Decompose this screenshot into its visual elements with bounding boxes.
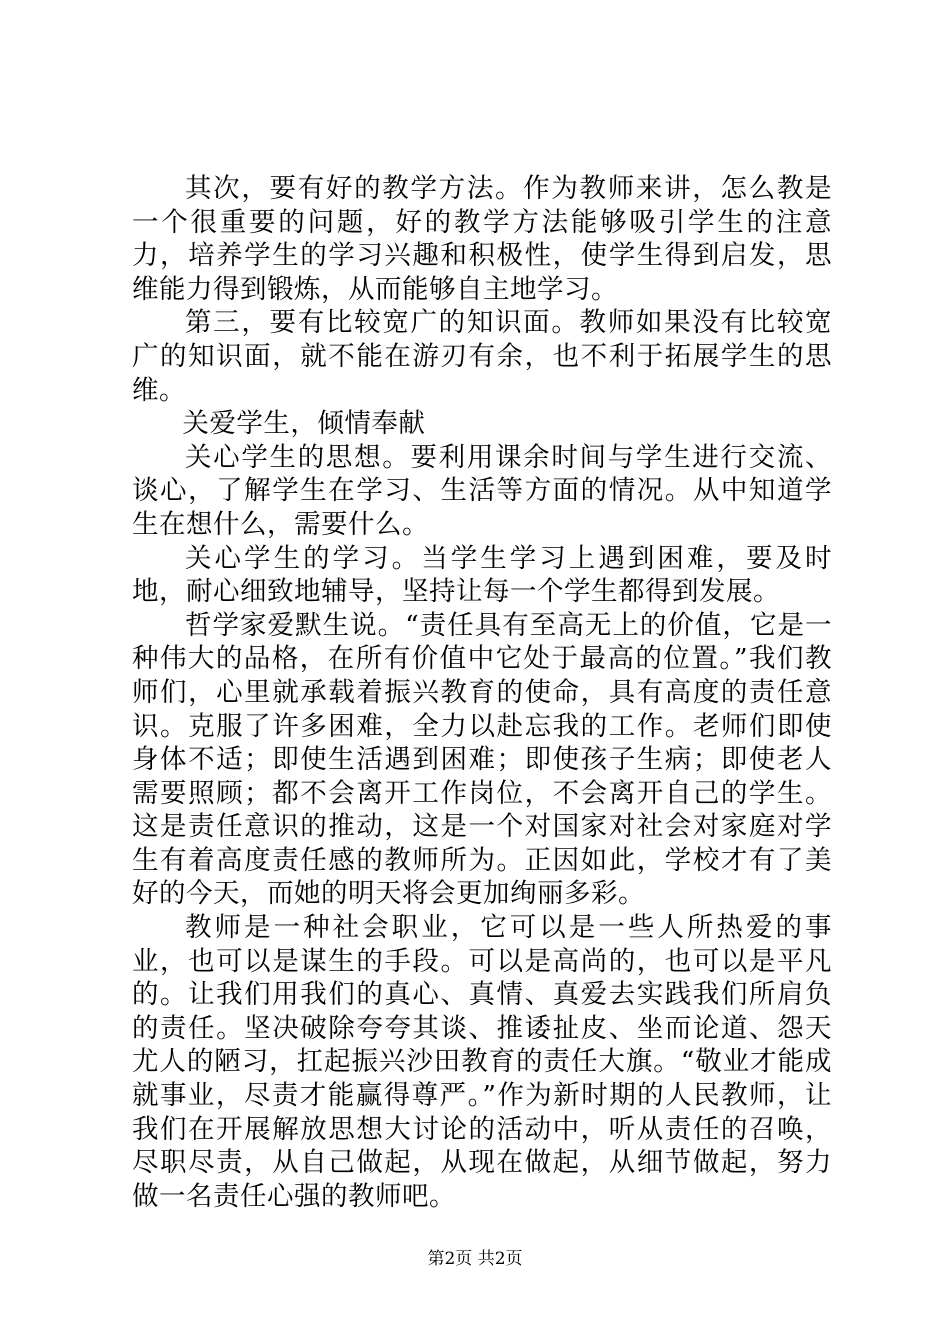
- section-heading-care-students: 关爱学生，倾情奉献: [182, 408, 426, 440]
- paragraph-knowledge: 第三，要有比较宽广的知识面。教师如果没有比较宽广的知识面，就不能在游刃有余，也不利于拓展学生的思维。: [132, 307, 832, 406]
- paragraph-emerson-quote: 哲学家爱默生说。“责任具有至高无上的价值，它是一种伟大的品格，在所有价值中它处于最高的位置。”我们教师们，心里就承载着振兴教育的使命，具有高度的责任意识。克服了许多困难，全力以赴忘我的工作。老师们即使身体不适；即使生活遇到困难；即使孩子生病；即使老人需要照顾；都不会离开工作岗位，不会离开自己的学生。这是责任意识的推动，这是一个对国家对社会对家庭对学生有着高度责任感的教师所为。正因如此，学校才有了美好的今天，而她的明天将会更加绚丽多彩。: [132, 609, 832, 910]
- paragraph-care-study: 关心学生的学习。当学生学习上遇到困难，要及时地，耐心细致地辅导，坚持让每一个学生都得到发展。: [132, 542, 832, 608]
- document-body: [132, 172, 832, 1213]
- paragraph-teaching-method: 其次，要有好的教学方法。作为教师来讲，怎么教是一个很重要的问题，好的教学方法能够吸引学生的注意力，培养学生的学习兴趣和积极性，使学生得到启发，思维能力得到锻炼，从而能够自主地学习。: [132, 173, 832, 305]
- page-number-footer: 第2页 共2页: [427, 1249, 523, 1269]
- paragraph-care-thoughts: 关心学生的思想。要利用课余时间与学生进行交流、谈心，了解学生在学习、生活等方面的情况。从中知道学生在想什么，需要什么。: [132, 441, 832, 540]
- paragraph-teacher-profession: 教师是一种社会职业，它可以是一些人所热爱的事业，也可以是谋生的手段。可以是高尚的，也可以是平凡的。让我们用我们的真心、真情、真爱去实践我们所肩负的责任。坚决破除夸夸其谈、推诿扯皮、坐而论道、怨天尤人的陋习，扛起振兴沙田教育的责任大旗。“敬业才能成就事业，尽责才能赢得尊严。”作为新时期的人民教师，让我们在开展解放思想大讨论的活动中，听从责任的召唤，尽职尽责，从自己做起，从现在做起，从细节做起，努力做一名责任心强的教师吧。: [132, 912, 832, 1212]
